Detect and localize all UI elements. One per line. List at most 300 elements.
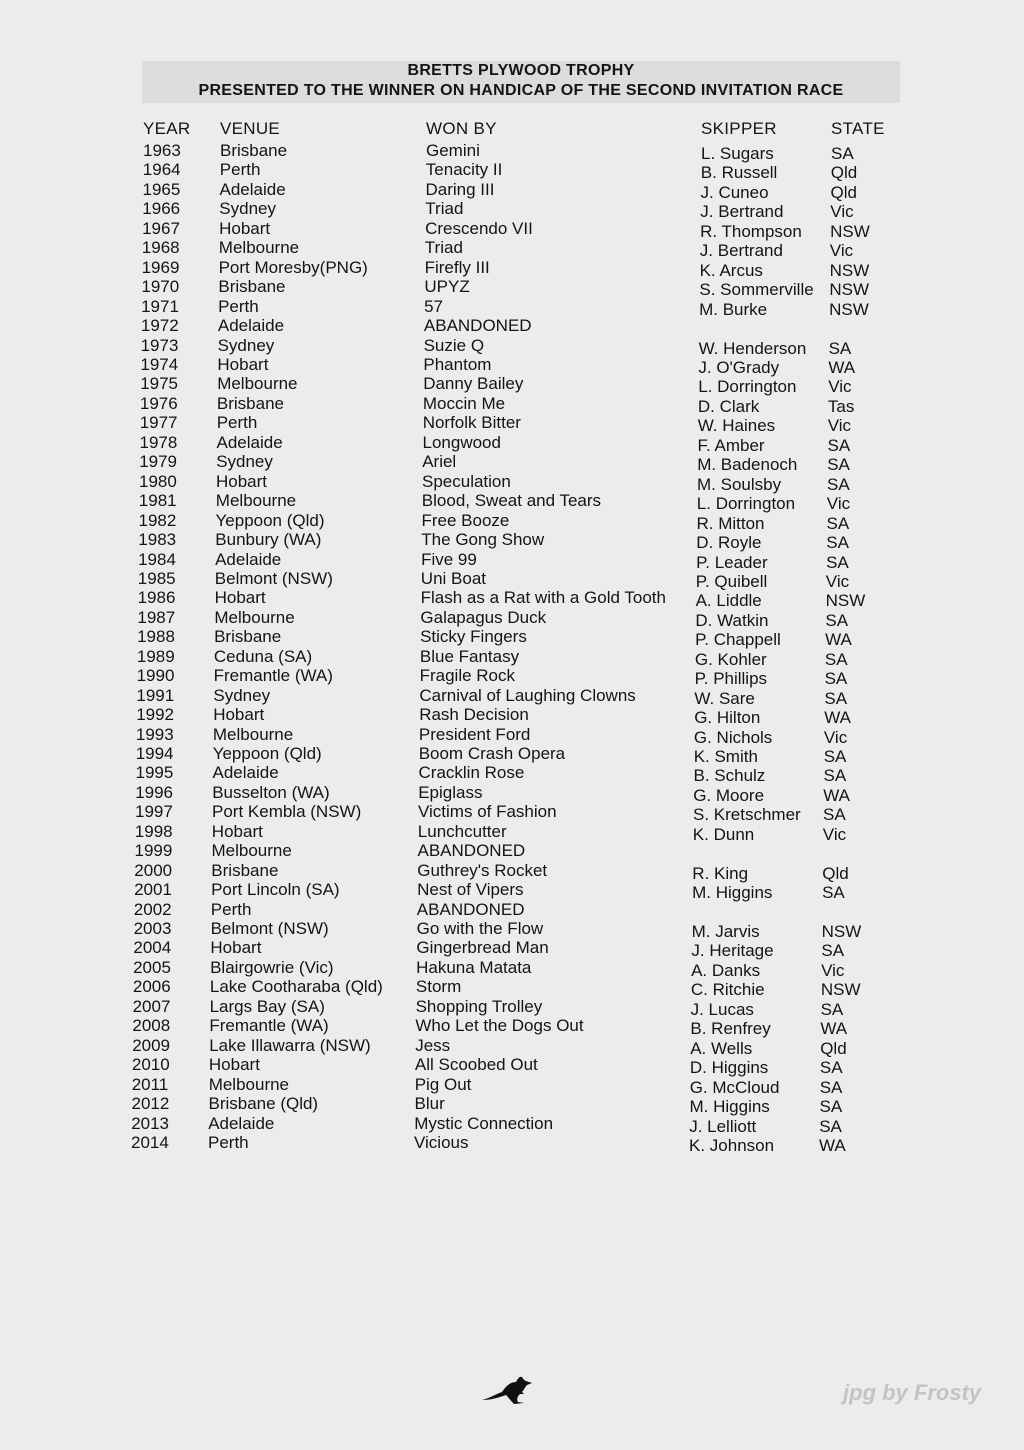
cell-won-by: Guthrey's Rocket [417, 860, 548, 880]
table-row [136, 744, 1024, 764]
cell-year: 2005 [133, 957, 171, 977]
cell-year: 1977 [139, 413, 178, 433]
cell-state: Vic [825, 571, 850, 591]
cell-venue: Hobart [213, 705, 265, 724]
cell-venue: Yeppoon (Qld) [215, 510, 325, 530]
cell-won-by: Vicious [414, 1132, 469, 1152]
cell-won-by: Go with the Flow [416, 919, 544, 938]
cell-skipper: B. Schulz [693, 766, 766, 786]
cell-skipper: J. Lelliott [689, 1116, 757, 1136]
document-subtitle: PRESENTED TO THE WINNER ON HANDICAP OF THE SECOND INVITATION RACE [198, 82, 844, 99]
cell-year: 1973 [140, 335, 179, 355]
table-row [135, 841, 1024, 861]
cell-venue: Hobart [214, 588, 266, 608]
cell-state: WA [823, 785, 850, 805]
cell-venue: Hobart [219, 218, 271, 238]
cell-year: 1980 [139, 471, 177, 491]
table-row [136, 705, 1024, 725]
cell-won-by: Blue Fantasy [419, 646, 520, 666]
cell-skipper: D. Clark [697, 396, 760, 416]
cell-year: 1974 [140, 354, 179, 374]
table-row [132, 1094, 1024, 1114]
table-row [138, 491, 1024, 514]
cell-venue: Busselton (WA) [212, 782, 330, 802]
cell-won-by: Crescendo VII [425, 218, 533, 238]
cell-won-by: Moccin Me [422, 393, 506, 413]
cell-won-by: 57 [424, 296, 444, 316]
table-row [131, 1055, 1024, 1078]
cell-venue: Hobart [211, 821, 263, 841]
cell-state: WA [825, 630, 852, 650]
cell-skipper: D. Royle [696, 533, 762, 552]
cell-venue: Port Kembla (NSW) [212, 802, 362, 822]
cell-venue: Largs Bay (SA) [209, 996, 325, 1016]
cell-year: 1985 [137, 568, 176, 588]
kangaroo-icon [478, 1370, 538, 1410]
cell-skipper: J. Lucas [690, 999, 754, 1019]
cell-year: 2013 [131, 1113, 170, 1133]
table-row [139, 452, 1024, 475]
cell-skipper: M. Burke [699, 299, 768, 319]
cell-skipper: M. Higgins [692, 883, 773, 903]
cell-year: 1968 [141, 238, 180, 258]
table-row [133, 958, 1024, 978]
cell-state: SA [823, 746, 847, 766]
cell-state: SA [820, 999, 844, 1019]
cell-year: 1995 [135, 763, 174, 783]
cell-state: NSW [820, 980, 861, 1000]
cell-won-by: Speculation [422, 471, 511, 491]
cell-state: SA [824, 649, 848, 669]
table-row [131, 1114, 1024, 1134]
cell-skipper: B. Russell [700, 163, 778, 183]
cell-venue: Melbourne [214, 607, 295, 627]
cell-state: SA [827, 474, 850, 494]
cell-won-by: The Gong Show [421, 530, 545, 549]
cell-skipper: R. King [692, 863, 749, 883]
table-row [142, 199, 1024, 222]
cell-state: SA [819, 1058, 843, 1078]
cell-year: 1997 [135, 802, 173, 822]
cell-venue: Fremantle (WA) [209, 1016, 329, 1036]
cell-venue: Melbourne [215, 491, 297, 511]
cell-state: NSW [830, 221, 870, 241]
cell-state: Vic [822, 824, 847, 844]
cell-venue: Perth [208, 1132, 249, 1152]
cell-venue: Brisbane (Qld) [208, 1094, 319, 1113]
cell-skipper: M. Badenoch [697, 455, 798, 475]
cell-skipper: W. Haines [697, 416, 776, 436]
cell-skipper: L. Dorrington [696, 494, 796, 514]
cell-state: NSW [821, 922, 862, 941]
cell-state: WA [820, 1019, 848, 1039]
cell-state: WA [824, 708, 851, 727]
cell-won-by: Tenacity II [425, 160, 503, 180]
cell-state: SA [831, 144, 854, 163]
cell-skipper: J. Heritage [691, 941, 774, 961]
cell-skipper: P. Quibell [695, 571, 768, 591]
cell-year: 2014 [131, 1132, 169, 1152]
cell-won-by: Longwood [422, 432, 501, 452]
table-row [132, 1016, 1024, 1039]
cell-state: SA [819, 1116, 842, 1136]
cell-won-by: Gemini [426, 141, 480, 160]
cell-state: Vic [828, 377, 852, 397]
cell-year: 1988 [137, 627, 175, 647]
cell-won-by: UPYZ [424, 277, 470, 297]
cell-won-by: Storm [415, 977, 462, 997]
cell-skipper: P. Leader [696, 552, 768, 572]
table-row [141, 316, 1024, 336]
table-row [141, 238, 1024, 261]
cell-skipper: K. Dunn [692, 824, 755, 844]
table-row [143, 180, 1024, 200]
cell-state: Qld [830, 163, 858, 183]
cell-won-by: All Scoobed Out [414, 1055, 538, 1075]
cell-won-by: Victims of Fashion [418, 802, 557, 822]
cell-year: 1998 [134, 821, 173, 841]
cell-state: SA [826, 513, 850, 533]
cell-venue: Brisbane [216, 393, 284, 413]
cell-state: WA [819, 1135, 846, 1155]
table-row [139, 413, 1024, 436]
cell-won-by: Carnival of Laughing Clowns [419, 685, 636, 705]
table-row [140, 394, 1024, 414]
cell-venue: Hobart [216, 471, 268, 491]
table-row [134, 861, 1024, 881]
cell-won-by: Mystic Connection [414, 1113, 554, 1133]
cell-won-by: Blood, Sweat and Tears [421, 491, 602, 511]
cell-year: 2009 [132, 1035, 171, 1055]
table-row [142, 160, 1024, 183]
table-row [140, 355, 1024, 375]
cell-state: Vic [827, 416, 851, 436]
table-row [139, 472, 1024, 492]
cell-skipper: W. Sare [694, 688, 755, 708]
cell-won-by: Fragile Rock [419, 666, 516, 686]
cell-skipper: M. Soulsby [697, 474, 782, 494]
cell-year: 1969 [141, 257, 180, 277]
cell-year: 1971 [141, 296, 179, 316]
cell-year: 1967 [142, 218, 180, 238]
cell-skipper: C. Ritchie [690, 980, 765, 1000]
cell-skipper: S. Kretschmer [693, 805, 801, 825]
cell-skipper: W. Henderson [698, 338, 807, 358]
cell-year: 1972 [140, 316, 179, 335]
cell-won-by: Firefly III [424, 257, 490, 277]
table-row [137, 588, 1024, 611]
cell-year: 2001 [134, 880, 172, 900]
cell-skipper: G. Hilton [694, 708, 761, 727]
cell-year: 1990 [136, 666, 175, 686]
cell-state: SA [824, 688, 848, 708]
cell-won-by: Epiglass [418, 782, 483, 802]
cell-won-by: ABANDONED [416, 899, 525, 919]
cell-state: SA [824, 669, 848, 689]
cell-won-by: President Ford [418, 724, 531, 744]
cell-state: SA [819, 1097, 843, 1116]
cell-state: Qld [830, 182, 857, 202]
cell-year: 2012 [131, 1094, 170, 1113]
table-row [140, 374, 1024, 397]
cell-state: Qld [820, 1038, 847, 1058]
cell-won-by: Cracklin Rose [418, 763, 525, 783]
cell-skipper: D. Watkin [695, 610, 769, 630]
table-row [135, 783, 1024, 803]
cell-year: 1987 [137, 607, 176, 627]
cell-venue: Hobart [208, 1055, 260, 1075]
cell-won-by: Hakuna Matata [416, 957, 532, 977]
cell-won-by: Danny Bailey [423, 374, 524, 394]
cell-state: Tas [827, 396, 855, 416]
cell-year: 2006 [132, 977, 171, 997]
cell-state: SA [821, 941, 845, 961]
cell-skipper: M. Higgins [689, 1097, 770, 1116]
table-row [141, 297, 1024, 317]
table-row [135, 763, 1024, 786]
cell-state: SA [819, 1077, 843, 1097]
cell-won-by: Triad [425, 199, 464, 219]
cell-venue: Perth [216, 413, 258, 433]
cell-venue: Belmont (NSW) [210, 919, 329, 938]
cell-skipper: G. Nichols [693, 727, 773, 747]
cell-state: WA [828, 357, 856, 377]
cell-year: 1983 [138, 530, 177, 549]
cell-venue: Melbourne [208, 1074, 290, 1094]
cell-venue: Perth [218, 296, 259, 316]
cell-venue: Bunbury (WA) [215, 530, 322, 549]
cell-won-by: Five 99 [421, 549, 477, 569]
cell-year: 1970 [141, 277, 180, 297]
cell-skipper: A. Liddle [695, 591, 762, 611]
cell-won-by: Free Booze [421, 510, 510, 530]
cell-skipper: A. Wells [690, 1038, 753, 1058]
cell-won-by: Lunchcutter [417, 821, 507, 841]
cell-year: 1964 [142, 160, 181, 180]
cell-won-by: Gingerbread Man [416, 938, 549, 958]
cell-venue: Yeppoon (Qld) [212, 743, 322, 763]
cell-year: 1984 [138, 549, 176, 569]
cell-year: 2000 [134, 860, 173, 880]
cell-skipper: G. Kohler [694, 649, 767, 669]
cell-venue: Melbourne [218, 238, 300, 258]
cell-skipper: K. Johnson [689, 1135, 775, 1155]
cell-venue: Blairgowrie (Vic) [210, 957, 334, 977]
cell-venue: Adelaide [219, 179, 286, 199]
table-row [133, 938, 1024, 961]
table-header-row [143, 119, 1024, 139]
cell-venue: Lake Illawarra (NSW) [209, 1035, 371, 1055]
cell-venue: Melbourne [211, 841, 292, 861]
cell-won-by: Nest of Vipers [417, 880, 524, 900]
cell-skipper: L. Dorrington [698, 377, 797, 397]
cell-venue: Adelaide [216, 432, 283, 452]
cell-won-by: Ariel [422, 452, 457, 472]
cell-venue: Hobart [217, 354, 269, 374]
cell-venue: Sydney [217, 335, 275, 355]
column-header-skipper: SKIPPER [701, 119, 777, 138]
cell-venue: Adelaide [217, 316, 285, 335]
cell-year: 1975 [140, 374, 179, 394]
cell-state: Vic [821, 960, 845, 980]
cell-state: NSW [829, 260, 870, 280]
column-header-venue: VENUE [220, 119, 281, 138]
cell-venue: Adelaide [215, 549, 282, 569]
table-row [141, 277, 1024, 300]
table-row [136, 666, 1024, 689]
cell-skipper: K. Arcus [699, 260, 763, 280]
table-row [142, 258, 1024, 278]
cell-year: 1982 [138, 510, 177, 530]
cell-skipper: J. O'Grady [698, 357, 780, 377]
table-row [131, 1133, 1024, 1153]
cell-won-by: Rash Decision [419, 705, 529, 724]
cell-year: 2011 [131, 1074, 169, 1094]
cell-won-by: Flash as a Rat with a Gold Tooth [420, 588, 666, 608]
cell-won-by: Shopping Trolley [415, 996, 543, 1016]
watermark: jpg by Frosty [843, 1380, 982, 1405]
table-row [143, 141, 1024, 161]
cell-venue: Perth [219, 160, 261, 180]
cell-state: SA [827, 435, 851, 455]
cell-skipper: P. Phillips [694, 669, 768, 689]
cell-venue: Adelaide [208, 1113, 275, 1133]
cell-state: SA [822, 883, 845, 903]
document-title: BRETTS PLYWOOD TROPHY [407, 62, 635, 79]
cell-won-by: Pig Out [414, 1074, 472, 1094]
cell-won-by: ABANDONED [423, 316, 532, 335]
cell-won-by: Who Let the Dogs Out [415, 1016, 584, 1036]
cell-venue: Brisbane [214, 627, 282, 647]
cell-skipper: J. Bertrand [699, 241, 783, 261]
table-row [142, 219, 1024, 239]
cell-year: 1965 [142, 179, 181, 199]
cell-year: 1989 [136, 646, 175, 666]
cell-year: 2004 [133, 938, 172, 958]
cell-year: 2007 [132, 996, 171, 1016]
table-row [138, 530, 1024, 550]
cell-skipper: D. Higgins [689, 1058, 769, 1078]
cell-skipper: M. Jarvis [691, 922, 760, 941]
table-row [138, 569, 1024, 589]
table-row [139, 511, 1024, 531]
cell-won-by: Norfolk Bitter [422, 413, 521, 433]
cell-year: 1976 [139, 393, 178, 413]
cell-venue: Brisbane [211, 860, 279, 880]
cell-won-by: Uni Boat [420, 568, 486, 588]
cell-year: 1978 [139, 432, 178, 452]
column-header-year: YEAR [143, 119, 191, 138]
cell-won-by: Daring III [425, 179, 495, 199]
cell-skipper: G. McCloud [689, 1077, 780, 1097]
table-row [136, 725, 1024, 745]
cell-year: 1991 [136, 685, 175, 705]
cell-state: NSW [829, 280, 870, 300]
table-row [134, 919, 1024, 939]
cell-venue: Perth [210, 899, 252, 919]
cell-state: SA [827, 455, 850, 475]
cell-won-by: Blur [414, 1094, 445, 1113]
cell-won-by: Jess [415, 1035, 451, 1055]
cell-venue: Melbourne [217, 374, 298, 394]
cell-venue: Hobart [210, 938, 262, 958]
cell-year: 1993 [135, 724, 174, 744]
cell-skipper: P. Chappell [695, 630, 781, 650]
cell-state: SA [826, 552, 849, 572]
cell-state: SA [823, 805, 846, 825]
cell-state: SA [826, 533, 849, 552]
cell-venue: Ceduna (SA) [213, 646, 313, 666]
cell-year: 1986 [137, 588, 176, 608]
cell-skipper: J. Bertrand [700, 202, 784, 222]
cell-year: 1981 [138, 491, 177, 511]
cell-skipper: L. Sugars [701, 144, 774, 163]
table-row [132, 1036, 1024, 1056]
cell-skipper: G. Moore [693, 785, 765, 805]
table-row [135, 822, 1024, 842]
cell-state: SA [828, 338, 852, 358]
table-row [137, 627, 1024, 650]
table-row [140, 433, 1024, 453]
table-row [135, 802, 1024, 825]
cell-venue: Brisbane [218, 277, 286, 297]
table-row [137, 608, 1024, 628]
cell-state: SA [823, 766, 847, 786]
cell-year: 1999 [134, 841, 173, 861]
cell-skipper: A. Danks [691, 960, 761, 980]
cell-venue: Belmont (NSW) [214, 568, 333, 588]
cell-state: NSW [825, 591, 866, 611]
table-row [141, 336, 1024, 356]
table-row [136, 686, 1024, 706]
cell-year: 1992 [136, 705, 175, 724]
cell-skipper: R. Mitton [696, 513, 765, 533]
cell-year: 1963 [143, 141, 181, 160]
table-row [132, 1075, 1024, 1095]
column-header-won-by: WON BY [426, 119, 497, 138]
table-row [134, 880, 1024, 903]
cell-year: 2008 [132, 1016, 171, 1036]
cell-venue: Sydney [219, 199, 276, 219]
table-row [133, 997, 1024, 1017]
cell-year: 1996 [135, 782, 174, 802]
cell-venue: Lake Cootharaba (Qld) [209, 977, 383, 997]
cell-won-by: Boom Crash Opera [418, 743, 566, 763]
cell-state: Vic [829, 241, 854, 261]
table-row [132, 977, 1024, 1000]
cell-venue: Brisbane [220, 141, 288, 160]
cell-state: SA [825, 610, 849, 630]
cell-venue: Melbourne [212, 724, 294, 744]
cell-year: 1994 [135, 743, 174, 763]
cell-year: 2002 [133, 899, 172, 919]
column-header-state: STATE [831, 119, 885, 138]
cell-state: Vic [830, 202, 854, 222]
cell-won-by: Phantom [423, 354, 492, 374]
table-row [134, 900, 1024, 920]
cell-skipper: S. Sommerville [699, 280, 814, 300]
cell-skipper: J. Cuneo [700, 182, 769, 202]
cell-won-by: Galapagus Duck [420, 607, 547, 627]
cell-won-by: Triad [424, 238, 463, 258]
table-row [137, 647, 1024, 667]
cell-year: 2003 [133, 919, 172, 938]
cell-venue: Sydney [216, 452, 273, 472]
cell-won-by: Sticky Fingers [420, 627, 527, 647]
cell-venue: Port Moresby(PNG) [218, 257, 368, 277]
cell-state: Vic [826, 494, 851, 514]
cell-skipper: R. Thompson [700, 221, 802, 241]
